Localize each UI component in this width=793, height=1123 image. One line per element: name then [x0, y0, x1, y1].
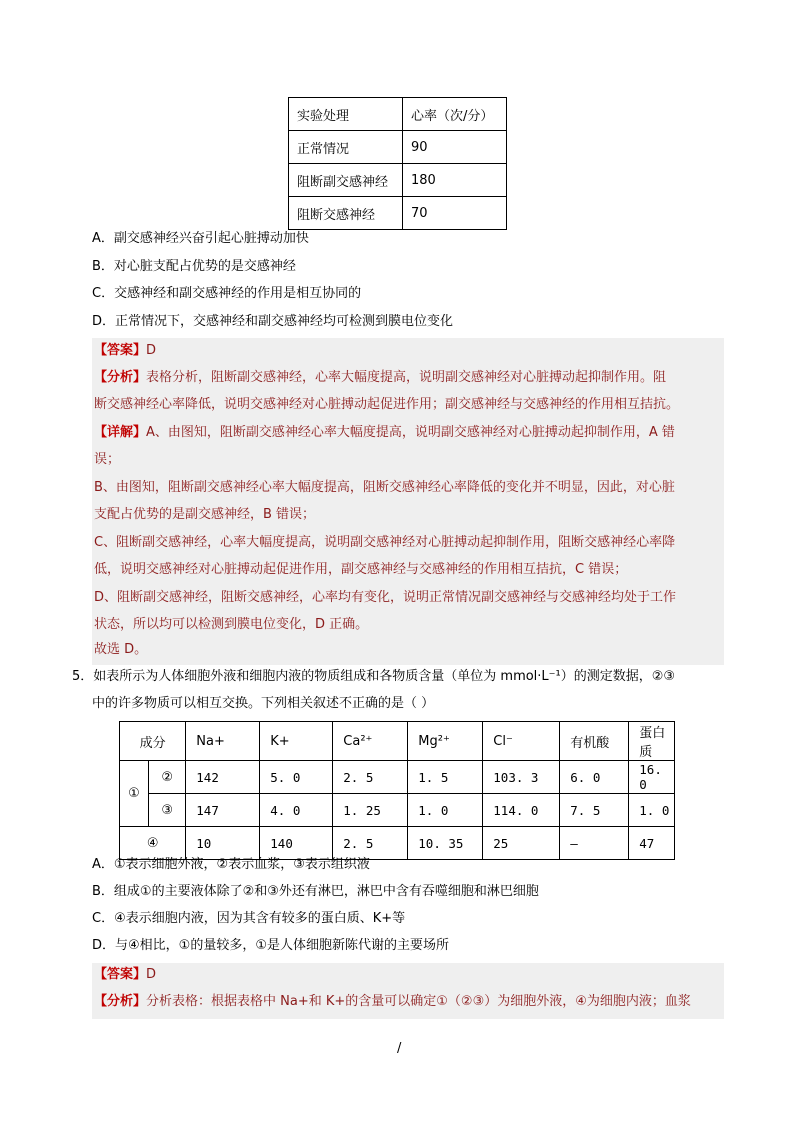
detail-line: D、阻断副交感神经，阻断交感神经，心率均有变化，说明正常情况副交感神经与交感神经均处于工作 [94, 590, 677, 605]
answer-value: D [146, 967, 157, 982]
answer-tag: 【答案】 [94, 343, 147, 358]
analysis-line: 断交感神经心率降低，说明交感神经对心脏搏动起促进作用；副交感神经与交感神经的作用相互拮抗。 [94, 397, 680, 412]
table-cell: — [560, 827, 629, 860]
detail-tag: 【详解】 [94, 425, 147, 440]
table-cell: 2. 5 [333, 827, 408, 860]
page-mark: / [397, 1041, 402, 1056]
table-row [289, 197, 507, 230]
table-header-cell: 成分 [120, 722, 186, 761]
analysis-line: 【分析】表格分析，阻断副交感神经，心率大幅度提高，说明副交感神经对心脏搏动起抑制作用。阻 [94, 370, 667, 385]
table-row [120, 722, 675, 761]
table-cell: 142 [186, 761, 260, 794]
table-cell: ④ [120, 827, 186, 860]
table-cell: 1. 0 [629, 794, 675, 827]
table-cell: 16. 0 [629, 761, 675, 794]
table-cell: 10 [186, 827, 260, 860]
analysis-tag: 【分析】 [94, 370, 147, 385]
table-cell: ③ [149, 794, 186, 827]
table-cell: 47 [629, 827, 675, 860]
table-cell: 阻断副交感神经 [289, 164, 403, 197]
detail-line: 支配占优势的是副交感神经，B 错误； [94, 507, 316, 522]
table-header-cell: Na+ [186, 722, 260, 761]
detail-line: 【详解】A、由图知，阻断副交感神经心率大幅度提高，说明副交感神经对心脏搏动起抑制作用，A 错 [94, 425, 675, 440]
q4-answer-block [92, 338, 724, 665]
q5-option-d: D．与④相比，①的量较多，①是人体细胞新陈代谢的主要场所 [92, 938, 449, 953]
q5-stem-line: 5．如表所示为人体细胞外液和细胞内液的物质组成和各物质含量（单位为 mmol·L⁻¹）的测定数据，②③ [72, 669, 676, 684]
group-label-cell: ① [120, 761, 149, 827]
analysis-line: 【分析】分析表格：根据表格中 Na+和 K+的含量可以确定①（②③）为细胞外液，④为细胞内液；血浆 [94, 994, 691, 1009]
table-header-cell: Ca²⁺ [333, 722, 408, 761]
table-cell: 1. 0 [408, 794, 483, 827]
answer-tag: 【答案】 [94, 967, 147, 982]
q4-option-b: B．对心脏支配占优势的是交感神经 [92, 259, 296, 274]
table-cell: ② [149, 761, 186, 794]
q5-option-a: A．①表示细胞外液，②表示血浆，③表示组织液 [92, 857, 370, 872]
table-cell: 阻断交感神经 [289, 197, 403, 230]
table-cell: 70 [403, 197, 507, 230]
table-cell: 5. 0 [260, 761, 333, 794]
table-cell: 7. 5 [560, 794, 629, 827]
table-cell: 6. 0 [560, 761, 629, 794]
table-cell: 4. 0 [260, 794, 333, 827]
table-header-cell: 有机酸 [560, 722, 629, 761]
fluid-composition-table [119, 721, 675, 860]
detail-line: 故选 D。 [94, 642, 148, 657]
table-row [289, 98, 507, 131]
q5-stem-line: 中的许多物质可以相互交换。下列相关叙述不正确的是（ ） [92, 696, 435, 711]
table-cell: 140 [260, 827, 333, 860]
table-cell: 25 [483, 827, 560, 860]
table-header-cell: Mg²⁺ [408, 722, 483, 761]
table-cell: 114. 0 [483, 794, 560, 827]
detail-line: 误； [94, 452, 121, 467]
analysis-tag: 【分析】 [94, 994, 147, 1009]
table-header-cell: 蛋白质 [629, 722, 675, 761]
table-cell: 正常情况 [289, 131, 403, 164]
table-row [289, 131, 507, 164]
table-cell: 103. 3 [483, 761, 560, 794]
table-header-cell: 心率（次/分） [403, 98, 507, 131]
q4-option-c: C．交感神经和副交感神经的作用是相互协同的 [92, 286, 362, 301]
detail-line: C、阻断副交感神经，心率大幅度提高，说明副交感神经对心脏搏动起抑制作用，阻断交感神经心率降 [94, 535, 676, 550]
table-cell: 1. 25 [333, 794, 408, 827]
answer-line [94, 341, 156, 361]
table-cell: 1. 5 [408, 761, 483, 794]
answer-value: D [146, 343, 157, 358]
table-row [289, 164, 507, 197]
table-header-cell: Cl⁻ [483, 722, 560, 761]
heart-rate-table [288, 97, 507, 230]
table-row [120, 761, 675, 794]
table-cell: 90 [403, 131, 507, 164]
q4-option-d: D．正常情况下，交感神经和副交感神经均可检测到膜电位变化 [92, 314, 454, 329]
detail-line: B、由图知，阻断副交感神经心率大幅度提高，阻断交感神经心率降低的变化并不明显，因此，对心脏 [94, 480, 675, 495]
q4-option-a: A．副交感神经兴奋引起心脏搏动加快 [92, 231, 309, 246]
answer-line [94, 965, 156, 985]
table-cell: 147 [186, 794, 260, 827]
detail-line: 状态，所以均可以检测到膜电位变化，D 正确。 [94, 617, 369, 632]
q5-option-b: B．组成①的主要液体除了②和③外还有淋巴，淋巴中含有吞噬细胞和淋巴细胞 [92, 884, 539, 899]
table-header-cell: 实验处理 [289, 98, 403, 131]
table-cell: 180 [403, 164, 507, 197]
q5-option-c: C．④表示细胞内液，因为其含有较多的蛋白质、K+等 [92, 911, 406, 926]
detail-line: 低，说明交感神经对心脏搏动起促进作用，副交感神经与交感神经的作用相互拮抗，C 错误； [94, 562, 628, 577]
table-cell: 2. 5 [333, 761, 408, 794]
q5-answer-block [92, 963, 724, 1019]
table-row [120, 794, 675, 827]
table-header-cell: K+ [260, 722, 333, 761]
table-cell: 10. 35 [408, 827, 483, 860]
